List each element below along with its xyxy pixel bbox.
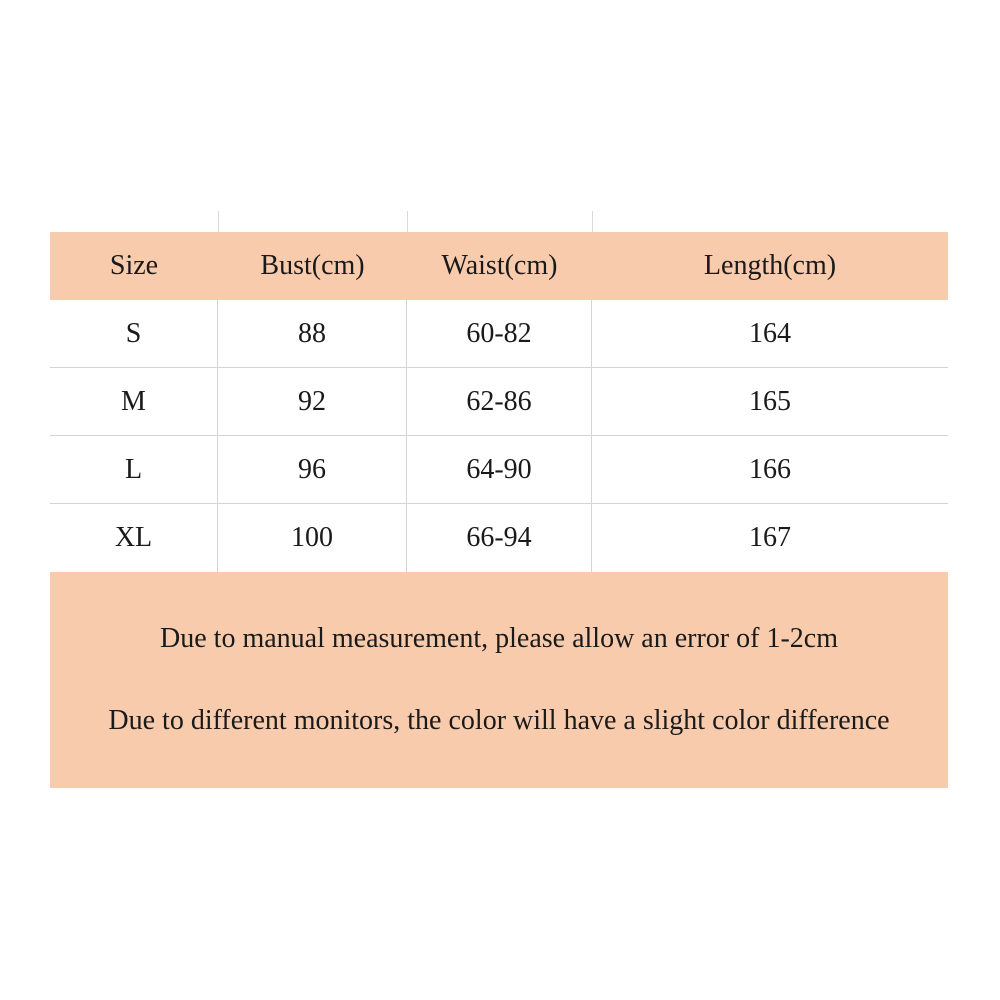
header-size: Size xyxy=(109,250,159,281)
bust-cell: 100 xyxy=(218,504,407,572)
size-cell: XL xyxy=(50,504,218,572)
size-cell: M xyxy=(50,368,218,435)
table-row xyxy=(50,436,948,504)
length-cell: 164 xyxy=(749,317,791,349)
column-tick xyxy=(592,211,593,232)
waist-cell: 62-86 xyxy=(407,368,592,435)
header-bust: Bust(cm) xyxy=(260,250,365,281)
table-row xyxy=(50,504,948,572)
column-tick-marks xyxy=(50,211,948,232)
size-cell: L xyxy=(50,436,218,503)
length-cell: 167 xyxy=(749,522,791,553)
length-cell: 166 xyxy=(749,453,791,485)
table-row xyxy=(50,368,948,436)
size-cell: S xyxy=(50,300,218,367)
bust-cell: 96 xyxy=(218,436,407,503)
table-header-row xyxy=(50,232,948,300)
waist-cell: 60-82 xyxy=(407,300,592,367)
bust-cell: 92 xyxy=(218,368,407,435)
bust-cell: 88 xyxy=(218,300,407,367)
note-color-difference: Due to different monitors, the color will have a slight color difference xyxy=(108,705,890,736)
column-tick xyxy=(218,211,219,232)
column-tick xyxy=(407,211,408,232)
size-chart xyxy=(50,211,948,788)
header-length: Length(cm) xyxy=(703,250,837,281)
table-row xyxy=(50,300,948,368)
note-measurement-error: Due to manual measurement, please allow an error of 1-2cm xyxy=(160,623,838,654)
waist-cell: 66-94 xyxy=(407,504,592,572)
length-cell: 165 xyxy=(749,385,791,417)
header-waist: Waist(cm) xyxy=(441,250,558,281)
notes-panel xyxy=(50,572,948,788)
waist-cell: 64-90 xyxy=(407,436,592,503)
